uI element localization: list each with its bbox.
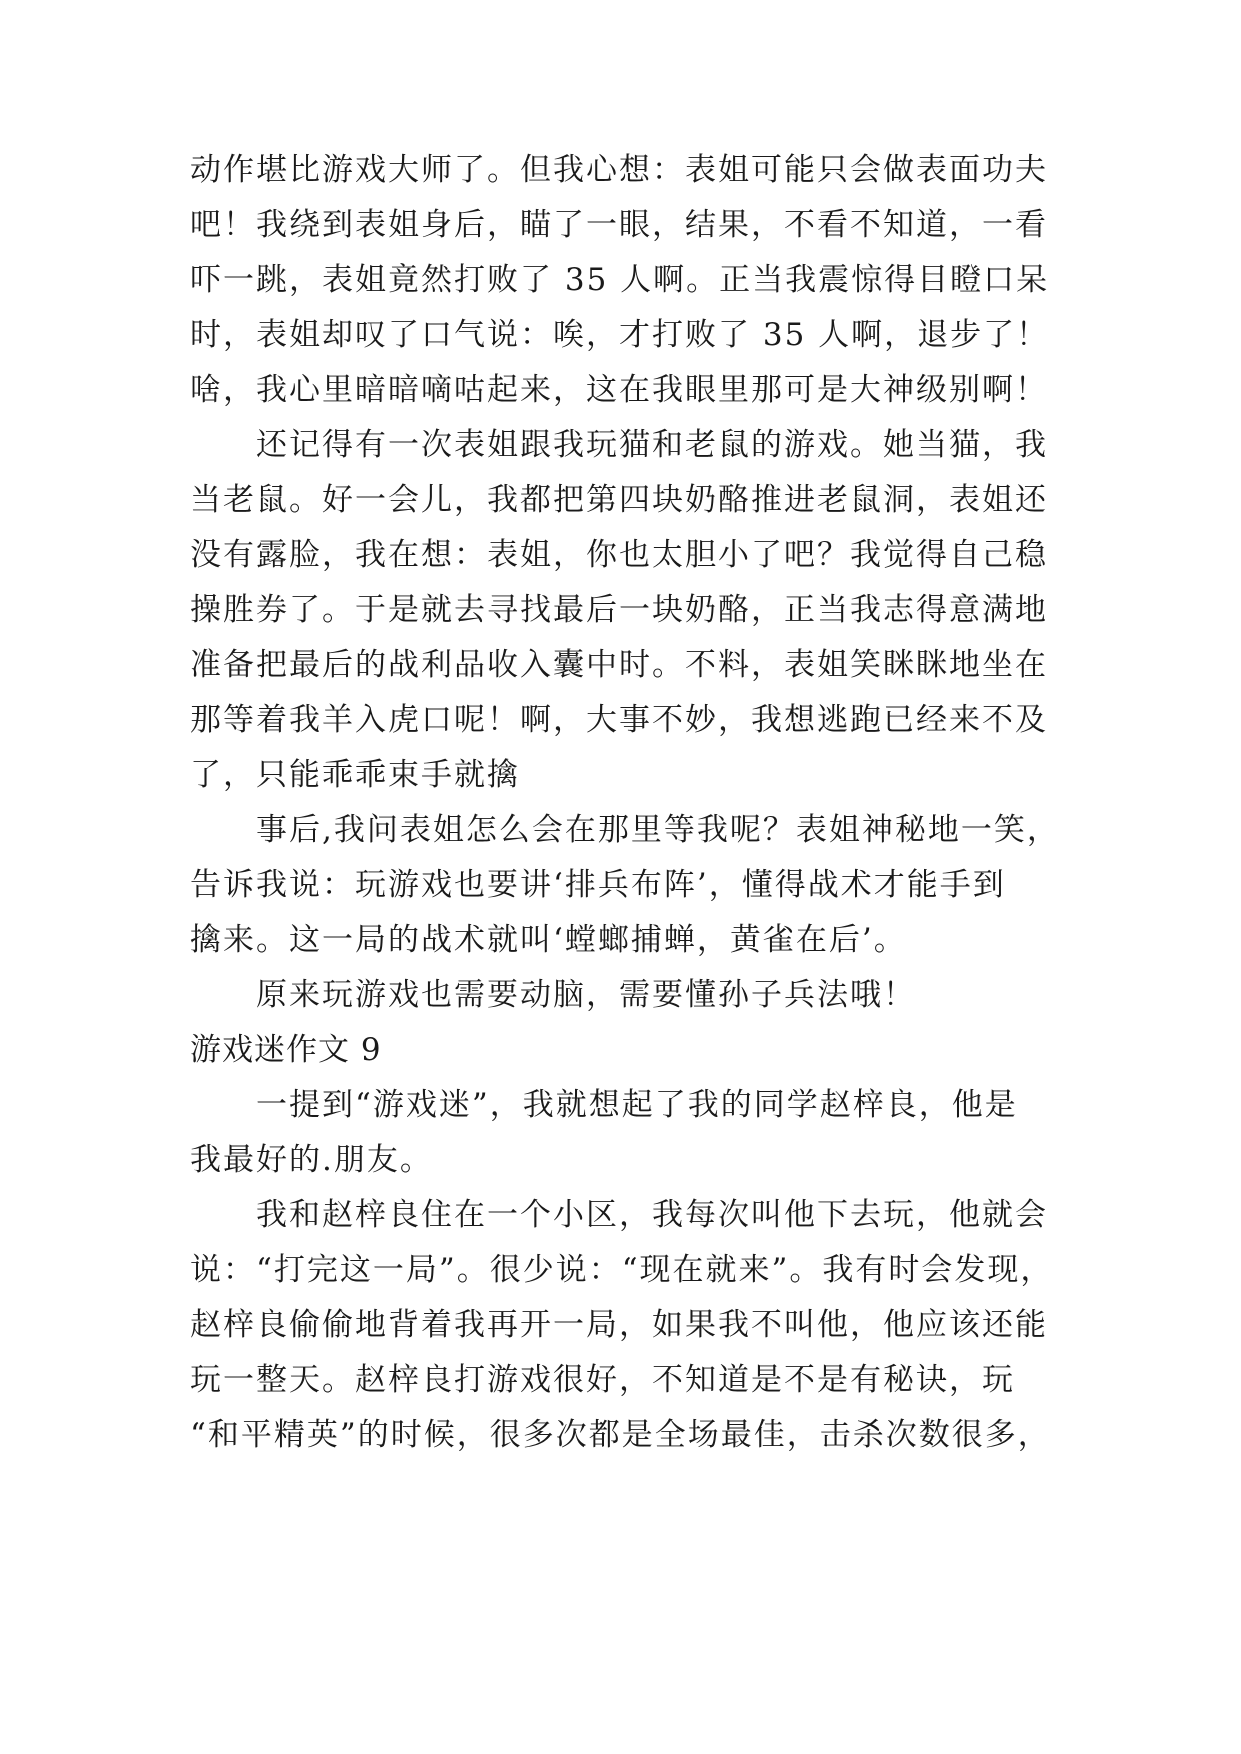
text-line: 当老鼠。好一会儿，我都把第四块奶酪推进老鼠洞，表姐还 (190, 482, 1048, 518)
text-line: 擒来。这一局的战术就叫‘螳螂捕蝉，黄雀在后’。 (190, 922, 907, 958)
text-line: 操胜券了。于是就去寻找最后一块奶酪，正当我志得意满地 (190, 592, 1048, 628)
text-line: 准备把最后的战利品收入囊中时。不料，表姐笑眯眯地坐在 (190, 647, 1048, 683)
text-line: 我最好的.朋友。 (190, 1142, 433, 1178)
text-line: 了，只能乖乖束手就擒 (190, 757, 520, 793)
paragraph-first-line: 事后,我问表姐怎么会在那里等我呢？表姐神秘地一笑， (256, 812, 1060, 848)
text-line: 动作堪比游戏大师了。但我心想：表姐可能只会做表面功夫 (190, 152, 1048, 188)
text-line: 吓一跳，表姐竟然打败了 35 人啊。正当我震惊得目瞪口呆 (190, 262, 1050, 298)
text-line: 没有露脸，我在想：表姐，你也太胆小了吧？我觉得自己稳 (190, 537, 1048, 573)
text-line: 时，表姐却叹了口气说：唉，才打败了 35 人啊，退步了！ (190, 317, 1050, 353)
text-line: 啥，我心里暗暗嘀咕起来，这在我眼里那可是大神级别啊！ (190, 372, 1048, 408)
text-line: 告诉我说：玩游戏也要讲‘排兵布阵’，懂得战术才能手到 (190, 867, 1006, 903)
text-line: 说：“打完这一局”。很少说：“现在就来”。我有时会发现， (190, 1252, 1054, 1288)
paragraph-first-line: 还记得有一次表姐跟我玩猫和老鼠的游戏。她当猫，我 (256, 427, 1048, 463)
text-line: “和平精英”的时候，很多次都是全场最佳，击杀次数很多， (190, 1417, 1051, 1453)
paragraph-first-line: 我和赵梓良住在一个小区，我每次叫他下去玩，他就会 (256, 1197, 1048, 1233)
text-line: 玩一整天。赵梓良打游戏很好，不知道是不是有秘诀，玩 (190, 1362, 1015, 1398)
section-heading: 游戏迷作文 9 (190, 1032, 382, 1068)
text-line: 吧！我绕到表姐身后，瞄了一眼，结果，不看不知道，一看 (190, 207, 1048, 243)
text-line: 赵梓良偷偷地背着我再开一局，如果我不叫他，他应该还能 (190, 1307, 1048, 1343)
paragraph-first-line: 原来玩游戏也需要动脑，需要懂孙子兵法哦！ (256, 977, 916, 1013)
text-line: 那等着我羊入虎口呢！啊，大事不妙，我想逃跑已经来不及 (190, 702, 1048, 738)
paragraph-first-line: 一提到“游戏迷”，我就想起了我的同学赵梓良，他是 (256, 1087, 1018, 1123)
